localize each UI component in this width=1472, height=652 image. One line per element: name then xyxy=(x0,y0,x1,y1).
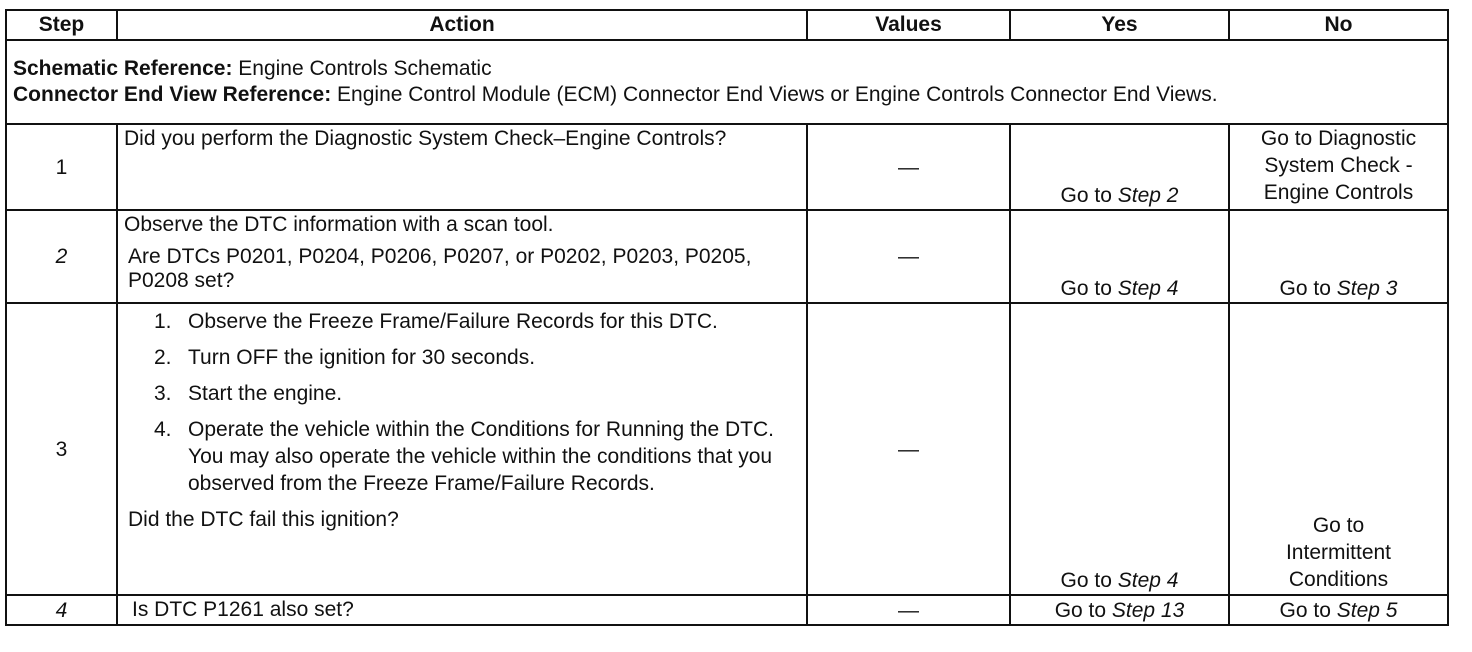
substep-list xyxy=(124,308,800,497)
reference-cell xyxy=(6,40,1448,124)
action-cell xyxy=(117,124,807,210)
action-text: Is DTC P1261 also set? xyxy=(132,598,354,621)
action-cell xyxy=(117,210,807,303)
substep-text: Operate the vehicle within the Conditions for Running the DTC. You may also operate the vehicle within the conditions that you observed from the Freeze Frame/Failure Records. xyxy=(188,418,774,495)
step-number: 2 xyxy=(6,210,117,303)
yes-cell xyxy=(1010,595,1229,625)
action-question: Did the DTC fail this ignition? xyxy=(128,508,399,531)
substep-number: 2. xyxy=(154,346,172,369)
schematic-reference-text: Engine Controls Schematic xyxy=(238,57,492,80)
values-cell xyxy=(807,595,1010,625)
yes-step-link[interactable]: Step 13 xyxy=(1111,598,1185,622)
header-action: Action xyxy=(117,10,807,40)
connector-reference-label: Connector End View Reference: xyxy=(13,83,332,106)
connector-reference-text: Engine Control Module (ECM) Connector End Views or Engine Controls Connector End Views. xyxy=(337,83,1218,106)
substep-number: 3. xyxy=(154,382,172,405)
no-prefix: Go to xyxy=(1279,598,1337,622)
values-cell xyxy=(807,124,1010,210)
no-cell xyxy=(1229,210,1448,303)
yes-cell xyxy=(1010,210,1229,303)
no-prefix: Go to xyxy=(1279,277,1337,300)
no-cell xyxy=(1229,124,1448,210)
substep-text: Start the engine. xyxy=(188,382,343,405)
schematic-reference xyxy=(13,56,1441,82)
action-cell xyxy=(117,595,807,625)
substep-item xyxy=(124,416,800,497)
yes-cell xyxy=(1010,303,1229,595)
step-number: 4 xyxy=(6,595,117,625)
action-question: Are DTCs P0201, P0204, P0206, P0207, or P0202, P0203, P0205, P0208 set? xyxy=(128,245,752,292)
table-row xyxy=(6,124,1448,210)
yes-prefix: Go to xyxy=(1060,569,1118,592)
values-dash: — xyxy=(898,155,919,179)
no-link[interactable]: Go to Intermittent Conditions xyxy=(1285,514,1392,591)
values-dash: — xyxy=(898,598,919,622)
no-cell xyxy=(1229,595,1448,625)
substep-number: 4. xyxy=(154,418,172,441)
connector-reference xyxy=(13,82,1441,108)
yes-step-link[interactable]: Step 4 xyxy=(1117,569,1179,592)
action-cell xyxy=(117,303,807,595)
diagnostic-table xyxy=(5,9,1449,626)
step-number: 1 xyxy=(6,124,117,210)
no-step-link[interactable]: Step 3 xyxy=(1336,277,1398,300)
yes-prefix: Go to xyxy=(1060,277,1118,300)
header-row xyxy=(6,10,1448,40)
action-text: Observe the DTC information with a scan tool. xyxy=(124,213,554,236)
substep-text: Turn OFF the ignition for 30 seconds. xyxy=(188,346,536,369)
header-step: Step xyxy=(6,10,117,40)
yes-step-link[interactable]: Step 2 xyxy=(1117,184,1179,207)
substep-item xyxy=(124,308,800,335)
values-dash: — xyxy=(898,245,919,268)
table-row xyxy=(6,595,1448,625)
no-link[interactable]: Go to Diagnostic System Check - Engine Controls xyxy=(1260,127,1417,204)
yes-prefix: Go to xyxy=(1054,598,1112,622)
values-dash: — xyxy=(898,437,919,461)
substep-item xyxy=(124,380,800,407)
yes-step-link[interactable]: Step 4 xyxy=(1117,277,1179,300)
substep-number: 1. xyxy=(154,310,172,333)
no-step-link[interactable]: Step 5 xyxy=(1336,598,1398,622)
table-row xyxy=(6,303,1448,595)
substep-text: Observe the Freeze Frame/Failure Records for this DTC. xyxy=(188,310,718,333)
substep-item xyxy=(124,344,800,371)
yes-prefix: Go to xyxy=(1060,184,1118,207)
schematic-reference-label: Schematic Reference: xyxy=(13,57,233,80)
step-number: 3 xyxy=(6,303,117,595)
reference-row xyxy=(6,40,1448,124)
values-cell xyxy=(807,210,1010,303)
action-text: Did you perform the Diagnostic System Check–Engine Controls? xyxy=(124,127,727,150)
header-yes: Yes xyxy=(1010,10,1229,40)
header-values: Values xyxy=(807,10,1010,40)
values-cell xyxy=(807,303,1010,595)
header-no: No xyxy=(1229,10,1448,40)
yes-cell xyxy=(1010,124,1229,210)
table-row xyxy=(6,210,1448,303)
no-cell xyxy=(1229,303,1448,595)
